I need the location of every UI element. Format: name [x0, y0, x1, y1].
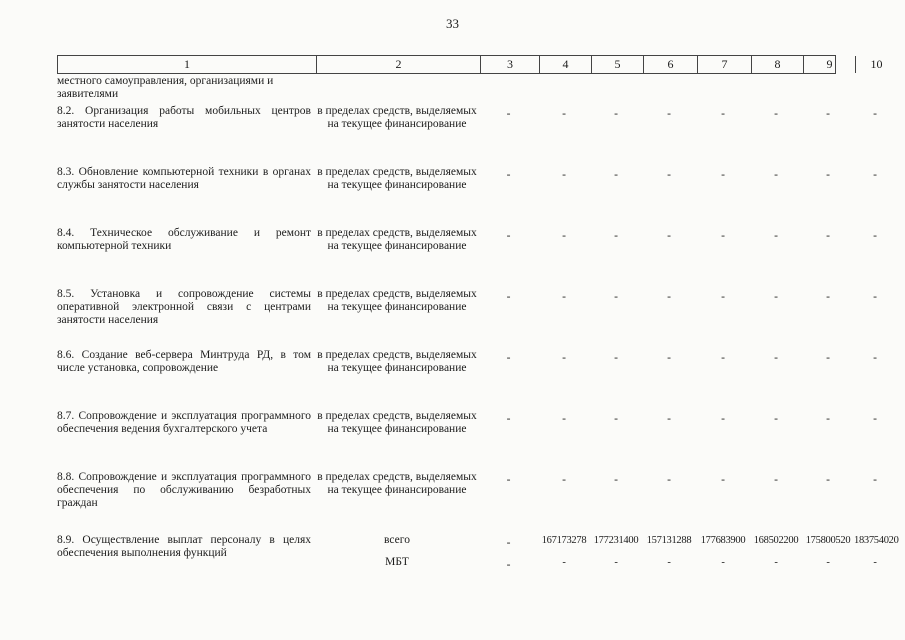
header-cell: 2 — [316, 56, 480, 73]
header-cell: 3 — [480, 56, 539, 73]
row-description: 8.4. Техническое обслуживание и ремонт компьютерной техники — [57, 227, 311, 252]
value-cell: - — [614, 474, 618, 486]
value-cell: - — [774, 413, 778, 425]
row-source — [315, 534, 479, 572]
value-cell: - — [873, 108, 877, 120]
value-cell: - — [774, 169, 778, 181]
value-cell: - — [826, 169, 830, 181]
value-cell: - — [721, 230, 725, 242]
value-cell: - — [721, 291, 725, 303]
value-cell: 177683900 - — [700, 535, 746, 568]
value-cell: - — [562, 291, 566, 303]
row-description: 8.8. Сопровождение и эксплуатация программного обеспечения по обслуживанию безработных граждан — [57, 471, 311, 509]
value-cell: - — [774, 352, 778, 364]
value-cell: - — [667, 230, 671, 242]
row-source: в пределах средств, выделяемых на текущее финансирование — [317, 166, 477, 191]
value-cell: - — [506, 474, 511, 486]
table-row — [57, 471, 877, 532]
value-cell: - — [826, 108, 830, 120]
header-cell: 6 — [643, 56, 697, 73]
value-cell: - — [721, 108, 725, 120]
source-mbt-label: МБТ — [385, 556, 409, 568]
row-description: 8.5. Установка и сопровождение системы оперативной электронной связи с центрами занятости населения — [57, 288, 311, 326]
row-source: в пределах средств, выделяемых на текущее финансирование — [317, 227, 477, 252]
value-cell: - — [506, 169, 511, 181]
table-row — [57, 349, 877, 410]
value-cell: - — [506, 352, 511, 364]
value-cell: - — [826, 474, 830, 486]
table-header — [57, 55, 883, 74]
value-cell: - — [562, 413, 566, 425]
value-cell: - — [826, 413, 830, 425]
table-row — [57, 288, 877, 349]
value-cell: - — [614, 169, 618, 181]
budget-table — [57, 55, 899, 572]
value-cell: - — [774, 474, 778, 486]
table-row — [57, 534, 899, 572]
value-cell: - — [562, 169, 566, 181]
row-description: 8.9. Осуществление выплат персоналу в целях обеспечения выполнения функций — [57, 534, 311, 559]
header-cell: 10 — [855, 56, 897, 73]
row-source: в пределах средств, выделяемых на текущее финансирование — [317, 288, 477, 313]
row-description: 8.3. Обновление компьютерной техники в органах службы занятости населения — [57, 166, 311, 191]
value-cell: - — [506, 230, 511, 242]
value-cell: - — [873, 352, 877, 364]
value-cell: - — [873, 413, 877, 425]
value-cell: - - — [506, 537, 511, 571]
value-cell: 177231400 - — [593, 535, 639, 568]
value-cell: - — [614, 108, 618, 120]
value-cell: - — [506, 108, 511, 120]
value-cell: - — [614, 413, 618, 425]
header-cell: 4 — [539, 56, 591, 73]
value-cell: - — [774, 108, 778, 120]
value-cell: - — [506, 291, 511, 303]
value-cell: - — [667, 291, 671, 303]
table-row — [57, 105, 877, 166]
source-total-label: всего — [384, 534, 410, 546]
value-cell: - — [562, 352, 566, 364]
value-cell: - — [667, 474, 671, 486]
value-cell: 175800520 - — [805, 535, 851, 568]
value-cell: 167173278 - — [541, 535, 587, 568]
row-description: 8.7. Сопровождение и эксплуатация программного обеспечения ведения бухгалтерского учета — [57, 410, 311, 435]
table-row — [57, 75, 836, 105]
continuation-text: местного самоуправления, организациями и заявителями — [57, 75, 274, 100]
row-description: 8.6. Создание веб-сервера Минтруда РД, в том числе установка, сопровождение — [57, 349, 311, 374]
header-cell: 5 — [591, 56, 643, 73]
value-cell: - — [667, 169, 671, 181]
value-cell: - — [614, 230, 618, 242]
header-cell: 9 — [803, 56, 855, 73]
header-cell: 7 — [697, 56, 751, 73]
value-cell: - — [667, 108, 671, 120]
value-cell: - — [873, 230, 877, 242]
value-cell: - — [721, 474, 725, 486]
value-cell: - — [562, 230, 566, 242]
value-cell: - — [873, 169, 877, 181]
row-description: 8.2. Организация работы мобильных центров занятости населения — [57, 105, 311, 130]
value-cell: - — [826, 230, 830, 242]
row-source: в пределах средств, выделяемых на текущее финансирование — [317, 410, 477, 435]
value-cell: 183754020 - — [854, 535, 899, 568]
value-cell: - — [873, 291, 877, 303]
row-source: в пределах средств, выделяемых на текущее финансирование — [317, 349, 477, 374]
row-source: в пределах средств, выделяемых на текущее финансирование — [317, 105, 477, 130]
value-cell: - — [562, 108, 566, 120]
value-cell: - — [826, 352, 830, 364]
value-cell: - — [614, 352, 618, 364]
value-cell: - — [667, 413, 671, 425]
value-cell: - — [614, 291, 618, 303]
table-row — [57, 410, 877, 471]
header-cell: 1 — [184, 57, 190, 71]
table-row — [57, 227, 877, 288]
value-cell: - — [774, 230, 778, 242]
value-cell: - — [562, 474, 566, 486]
value-cell: - — [873, 474, 877, 486]
row-source: в пределах средств, выделяемых на текущее финансирование — [317, 471, 477, 496]
value-cell: - — [667, 352, 671, 364]
value-cell: - — [506, 413, 511, 425]
value-cell: 157131288 - — [646, 535, 692, 568]
table-row — [57, 166, 877, 227]
value-cell: - — [826, 291, 830, 303]
value-cell: - — [774, 291, 778, 303]
page-number: 33 — [446, 16, 459, 31]
value-cell: 168502200 - — [753, 535, 799, 568]
value-cell: - — [721, 169, 725, 181]
value-cell: - — [721, 413, 725, 425]
value-cell: - — [721, 352, 725, 364]
header-cell: 8 — [751, 56, 803, 73]
